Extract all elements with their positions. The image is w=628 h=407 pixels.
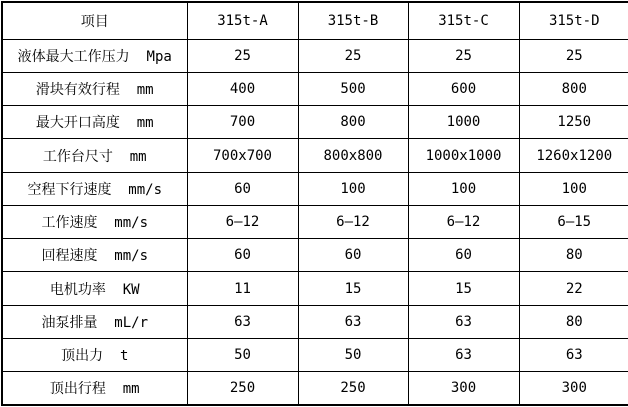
row-label-cell: 工作台尺寸 mm — [2, 139, 187, 172]
table-header-row — [2, 2, 628, 39]
value-cell: 700 — [187, 106, 298, 139]
row-label-cell: 回程速度 mm/s — [2, 239, 187, 272]
value-cell: 300 — [519, 372, 628, 405]
row-label-cell: 顶出行程 mm — [2, 372, 187, 405]
value-cell: 50 — [298, 338, 408, 371]
value-cell: 100 — [408, 172, 519, 205]
table-row-idle-down-speed — [2, 172, 628, 205]
value-cell: 6—12 — [187, 205, 298, 238]
table-row-return-speed — [2, 239, 628, 272]
value-cell: 50 — [187, 338, 298, 371]
table-row-slide-effective-stroke — [2, 73, 628, 106]
value-cell: 1260x1200 — [519, 139, 628, 172]
value-cell: 60 — [408, 239, 519, 272]
value-cell: 11 — [187, 272, 298, 305]
table-row-motor-power — [2, 272, 628, 305]
row-label-cell: 电机功率 KW — [2, 272, 187, 305]
value-cell: 63 — [519, 338, 628, 371]
value-cell: 60 — [187, 239, 298, 272]
table-row-working-speed — [2, 205, 628, 238]
row-label-cell: 油泵排量 mL/r — [2, 305, 187, 338]
row-label-cell: 最大开口高度 mm — [2, 106, 187, 139]
value-cell: 25 — [519, 39, 628, 72]
value-cell: 800x800 — [298, 139, 408, 172]
value-cell: 700x700 — [187, 139, 298, 172]
value-cell: 100 — [298, 172, 408, 205]
table-row-ejection-stroke — [2, 372, 628, 405]
value-cell: 25 — [187, 39, 298, 72]
value-cell: 60 — [187, 172, 298, 205]
value-cell: 25 — [298, 39, 408, 72]
row-label-cell: 滑块有效行程 mm — [2, 73, 187, 106]
header-cell-item: 项目 — [2, 2, 187, 39]
value-cell: 25 — [408, 39, 519, 72]
spec-table — [1, 1, 628, 406]
value-cell: 60 — [298, 239, 408, 272]
table-row-ejection-force — [2, 338, 628, 371]
value-cell: 300 — [408, 372, 519, 405]
value-cell: 250 — [187, 372, 298, 405]
table-row-max-opening-height — [2, 106, 628, 139]
value-cell: 1000x1000 — [408, 139, 519, 172]
row-label-cell: 液体最大工作压力 Mpa — [2, 39, 187, 72]
header-cell-315t-d: 315t-D — [519, 2, 628, 39]
value-cell: 1250 — [519, 106, 628, 139]
value-cell: 500 — [298, 73, 408, 106]
value-cell: 1000 — [408, 106, 519, 139]
value-cell: 80 — [519, 239, 628, 272]
value-cell: 15 — [298, 272, 408, 305]
header-cell-315t-c: 315t-C — [408, 2, 519, 39]
value-cell: 63 — [408, 338, 519, 371]
value-cell: 250 — [298, 372, 408, 405]
header-cell-315t-b: 315t-B — [298, 2, 408, 39]
value-cell: 63 — [187, 305, 298, 338]
value-cell: 6—12 — [408, 205, 519, 238]
table-row-max-working-pressure — [2, 39, 628, 72]
row-label-cell: 空程下行速度 mm/s — [2, 172, 187, 205]
value-cell: 6—15 — [519, 205, 628, 238]
value-cell: 80 — [519, 305, 628, 338]
value-cell: 600 — [408, 73, 519, 106]
table-row-worktable-size — [2, 139, 628, 172]
value-cell: 6—12 — [298, 205, 408, 238]
value-cell: 63 — [298, 305, 408, 338]
value-cell: 15 — [408, 272, 519, 305]
value-cell: 400 — [187, 73, 298, 106]
table-row-oil-pump-displacement — [2, 305, 628, 338]
value-cell: 22 — [519, 272, 628, 305]
value-cell: 63 — [408, 305, 519, 338]
value-cell: 800 — [519, 73, 628, 106]
value-cell: 800 — [298, 106, 408, 139]
header-cell-315t-a: 315t-A — [187, 2, 298, 39]
row-label-cell: 顶出力 t — [2, 338, 187, 371]
value-cell: 100 — [519, 172, 628, 205]
row-label-cell: 工作速度 mm/s — [2, 205, 187, 238]
